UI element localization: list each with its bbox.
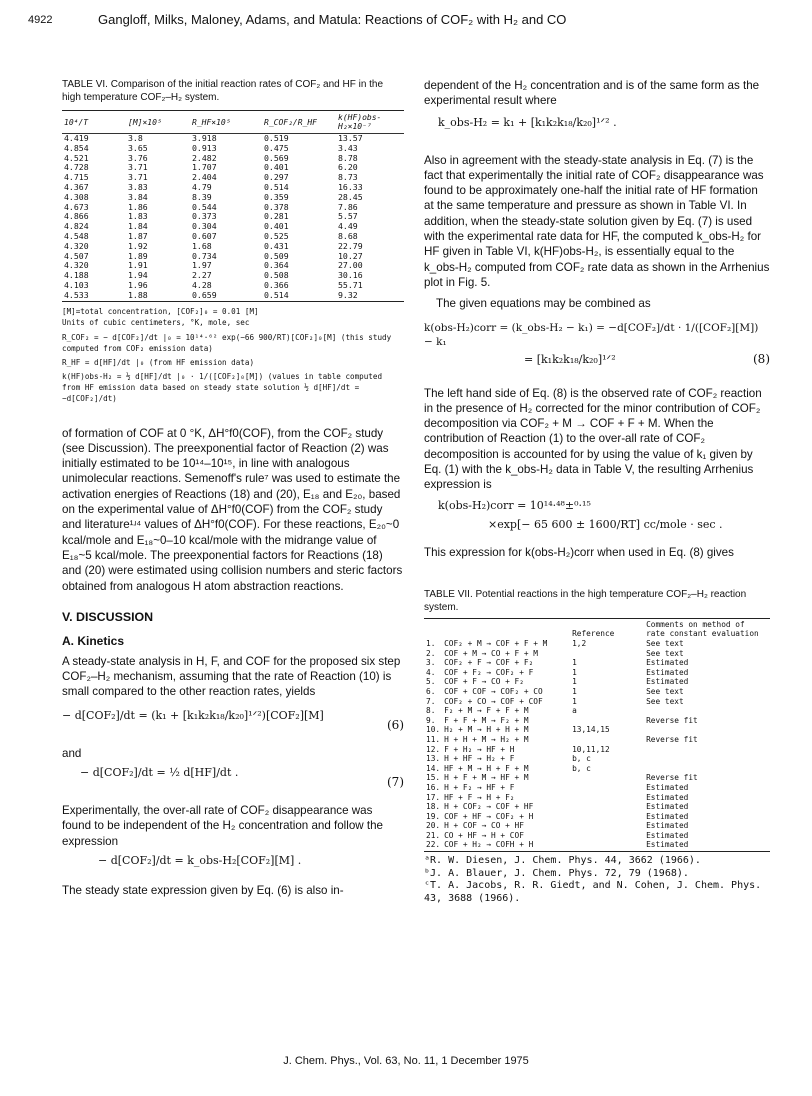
table-cell: 2.482 [192, 152, 217, 163]
table-cell: 15. [426, 773, 441, 783]
table-cell: 21. [426, 830, 441, 840]
table7-footnote: ᵇJ. A. Blauer, J. Chem. Phys. 72, 79 (1968). [424, 867, 689, 879]
table-cell: CO + HF → H + COF [444, 830, 524, 840]
table-cell: H + HF → H₂ + F [444, 754, 515, 764]
table-cell: 2.404 [192, 172, 217, 183]
table-cell: 16. [426, 782, 441, 792]
table-cell: F + H₂ → HF + H [444, 744, 515, 754]
equation-7-text: − d[COF₂]/dt = ½ d[HF]/dt . [80, 766, 239, 779]
table-cell: 1 [572, 667, 577, 677]
table-cell: 0.508 [264, 270, 289, 281]
table7 [424, 619, 770, 850]
table6-col-header: R_HF×10⁵ [190, 111, 262, 134]
table6-def-rcof2: R_COF₂ = − d[COF₂]/dt |₀ = 10¹⁴·⁶² exp(−66 900/RT)[COF₂]₀[M] (this study computed from COF₂ emission data) [62, 332, 392, 353]
table-cell: 1.83 [128, 211, 148, 222]
table-cell: 8.68 [338, 230, 358, 241]
table-row [424, 793, 770, 803]
equation-6-number: (6) [387, 717, 404, 732]
table-cell: 1.94 [128, 270, 148, 281]
table-cell [644, 754, 770, 764]
table-row [424, 658, 770, 668]
table-cell [570, 802, 644, 812]
page-footer: J. Chem. Phys., Vol. 63, No. 11, 1 December 1975 [283, 1055, 529, 1067]
table-cell: 4.79 [192, 181, 212, 192]
table-row [424, 764, 770, 774]
table-cell: 0.378 [264, 201, 289, 212]
table-cell [570, 716, 644, 726]
equation-obs [62, 853, 404, 883]
table-cell: 1.86 [128, 201, 148, 212]
table-cell: 4.103 [64, 279, 89, 290]
table-cell: Estimated [646, 792, 689, 802]
equation-obs-text: − d[COF₂]/dt = k_obs-H₂[COF₂][M] . [98, 853, 302, 867]
table7-block [424, 588, 770, 905]
table-cell: 0.359 [264, 191, 289, 202]
table6-col-header: 10⁴/T [62, 111, 126, 134]
table-cell: Estimated [646, 840, 689, 850]
table-row [424, 687, 770, 697]
table-cell: 0.569 [264, 152, 289, 163]
table7-header-row [424, 619, 770, 639]
table-cell: H + H + M → H₂ + M [444, 734, 529, 744]
table-cell: 1.96 [128, 279, 148, 290]
table-cell: 4.308 [64, 191, 89, 202]
table-cell: 4.49 [338, 221, 358, 232]
page-number: 4922 [28, 14, 53, 26]
table-cell: 1.97 [192, 260, 212, 271]
table-cell: 4.824 [64, 221, 89, 232]
table6-col-header: k(HF)obs-H₂×10⁻⁷ [336, 111, 404, 134]
table-cell: 1 [572, 677, 577, 687]
equation-arrhenius-line1: k(obs-H₂)corr = 10¹⁴·⁴⁸±⁰·¹⁵ [438, 498, 591, 512]
table-cell: 0.297 [264, 172, 289, 183]
table-cell: 14. [426, 763, 441, 773]
equation-8a-text: k(obs-H₂)corr = (k_obs-H₂ − k₁) = −d[COF₂]/dt · 1/([COF₂][M]) − k₁ [424, 321, 759, 348]
equation-6 [62, 708, 404, 746]
table-cell: 1.84 [128, 221, 148, 232]
table-cell: 3.43 [338, 142, 358, 153]
table-cell: 1,2 [572, 639, 587, 648]
table-cell: 11. [426, 734, 441, 744]
table-cell: 3.83 [128, 181, 148, 192]
table-cell: See text [646, 648, 684, 658]
table-cell: 19. [426, 811, 441, 821]
running-title: Gangloff, Milks, Maloney, Adams, and Matula: Reactions of COF₂ with H₂ and CO [98, 12, 567, 27]
table-cell: 16.33 [338, 181, 363, 192]
table-cell: 9. [426, 715, 436, 725]
table-cell: 0.281 [264, 211, 289, 222]
table-cell: 13.57 [338, 133, 363, 143]
table-row [424, 725, 770, 735]
table-cell: 7.86 [338, 201, 358, 212]
table6-col-header: R_COF₂/R_HF [262, 111, 336, 134]
table-cell: 10,11,12 [572, 744, 610, 754]
table7-col-comments: Comments on method of rate constant evaluation [646, 620, 759, 638]
table-cell: 4.533 [64, 289, 89, 300]
table-cell: 4. [426, 667, 436, 677]
table-cell: 8. [426, 706, 436, 716]
right-paragraph-5: This expression for k(obs-H₂)corr when used in Eq. (8) gives [424, 545, 734, 559]
table-cell: 4.521 [64, 152, 89, 163]
table-cell: 3.76 [128, 152, 148, 163]
table-cell: a [572, 706, 577, 716]
table-cell: H + F + M → HF + M [444, 773, 529, 783]
table-cell [570, 812, 644, 822]
table-cell: 20. [426, 821, 441, 831]
equation-arrhenius [424, 499, 770, 545]
table-cell: COF + H₂ → COFH + H [444, 840, 534, 850]
table-row [424, 773, 770, 783]
table-cell: Estimated [646, 658, 689, 668]
table-cell: 9.32 [338, 289, 358, 300]
table-cell [570, 793, 644, 803]
table-cell: 1 [572, 686, 577, 696]
table-cell: 2.27 [192, 270, 212, 281]
table-cell: 3.71 [128, 162, 148, 173]
table-cell: See text [646, 696, 684, 706]
equation-arrhenius-line2: ×exp[− 65 600 ± 1600/RT] cc/mole · sec . [488, 517, 723, 531]
table-row [424, 821, 770, 831]
right-paragraph-4: The left hand side of Eq. (8) is the observed rate of COF₂ reaction in the presence of H₂ corrected for the minor contribution of COF₂ decomposition via COF₂ + M → COF + F + M. When the contribution of Reaction (1) to the over-all rate of COF₂ decomposition is accounted for by using the value of k₁ given by Eq. (1) with the k_obs-H₂ data in Table V, the resulting Arrhenius expression is [424, 386, 762, 492]
table7-caption: TABLE VII. Potential reactions in the high temperature COF₂–H₂ reaction system. [424, 589, 747, 613]
table-cell: HF + F → H + F₂ [444, 792, 515, 802]
table-cell: COF + COF → COF₂ + CO [444, 686, 543, 696]
table-cell: 30.16 [338, 270, 363, 281]
table-cell: 0.525 [264, 230, 289, 241]
table-cell: 6. [426, 686, 436, 696]
table-row [424, 668, 770, 678]
table-cell: F₂ + M → F + F + M [444, 706, 529, 716]
and-text: and [62, 746, 82, 760]
left-paragraph-3: Experimentally, the over-all rate of COF₂ disappearance was found to be independent of the H₂ concentration and follow the expression [62, 804, 383, 848]
table-cell: 0.431 [264, 240, 289, 251]
table-cell: 5. [426, 677, 436, 687]
table6-note: Units of cubic centimeters, °K, mole, sec [62, 317, 250, 327]
table-cell: 0.366 [264, 279, 289, 290]
table-cell [570, 821, 644, 831]
table-cell: 22. [426, 840, 441, 850]
table-cell [570, 831, 644, 841]
table-cell: H + COF₂ → COF + HF [444, 802, 534, 812]
table-cell: 4.548 [64, 230, 89, 241]
table-cell: 3.65 [128, 142, 148, 153]
table-cell: 4.715 [64, 172, 89, 183]
table-cell: 0.544 [192, 201, 217, 212]
table-cell: Estimated [646, 677, 689, 687]
table-cell [570, 735, 644, 745]
table-cell: 0.659 [192, 289, 217, 300]
table-row [424, 735, 770, 745]
table-cell: 1.88 [128, 289, 148, 300]
table-cell: 1.68 [192, 240, 212, 251]
table-cell: H₂ + M → H + H + M [444, 725, 529, 735]
table-cell: 4.28 [192, 279, 212, 290]
table-row [424, 697, 770, 707]
table-cell: 0.401 [264, 162, 289, 173]
equation-8b [424, 352, 770, 386]
table-row [424, 677, 770, 687]
table6-def-rhf: R_HF = d[HF]/dt |₀ (from HF emission data) [62, 357, 255, 367]
table-cell: COF + HF → COF₂ + H [444, 811, 534, 821]
table-cell: 4.367 [64, 181, 89, 192]
right-column [424, 78, 770, 904]
page-header [0, 14, 812, 34]
equation-7-number: (7) [387, 775, 404, 789]
table-cell: 4.728 [64, 162, 89, 173]
table-cell: 4.320 [64, 240, 89, 251]
table-cell: COF + F₂ → COF₂ + F [444, 667, 534, 677]
table-cell: 12. [426, 744, 441, 754]
table-cell: COF₂ + M → COF + F + M [444, 639, 548, 648]
table-cell [644, 706, 770, 716]
table-cell: Estimated [646, 821, 689, 831]
table6-header-row [62, 111, 404, 134]
equation-kobs [424, 115, 770, 153]
table-cell: 3.84 [128, 191, 148, 202]
table7-col-reference: Reference [572, 629, 615, 638]
table-row [424, 754, 770, 764]
table-cell [644, 745, 770, 755]
table-cell: 13. [426, 754, 441, 764]
table-cell: 1.87 [128, 230, 148, 241]
table-cell: See text [646, 639, 684, 648]
table-row [424, 716, 770, 726]
table-cell: 4.507 [64, 250, 89, 261]
table-cell: 10. [426, 725, 441, 735]
table-cell [570, 840, 644, 850]
table-cell: 1.91 [128, 260, 148, 271]
right-paragraph-3: The given equations may be combined as [436, 297, 651, 311]
table-cell: 1.92 [128, 240, 148, 251]
table-cell: 8.39 [192, 191, 212, 202]
table-cell [644, 764, 770, 774]
table7-footnote: ᶜT. A. Jacobs, R. R. Giedt, and N. Cohen, J. Chem. Phys. 43, 3688 (1966). [424, 880, 762, 904]
table-cell: See text [646, 686, 684, 696]
table-row [424, 745, 770, 755]
table-cell: b, c [572, 754, 591, 764]
table-row [424, 840, 770, 850]
table-row [424, 831, 770, 841]
table-cell: 0.373 [192, 211, 217, 222]
table-cell: HF + M → H + F + M [444, 763, 529, 773]
table-cell: Estimated [646, 667, 689, 677]
table-cell: 18. [426, 802, 441, 812]
equation-8a [424, 320, 770, 352]
section-heading: V. DISCUSSION [62, 609, 154, 624]
table-cell: 0.475 [264, 142, 289, 153]
table-cell: 55.71 [338, 279, 363, 290]
table-cell: 7. [426, 696, 436, 706]
table-cell: 0.401 [264, 221, 289, 232]
table6-caption: TABLE VI. Comparison of the initial reaction rates of COF₂ and HF in the high temperature COF₂–H₂ system. [62, 79, 384, 103]
table-cell: Estimated [646, 802, 689, 812]
table-cell: 1. [426, 639, 436, 648]
table-row [424, 639, 770, 649]
table-cell: 0.364 [264, 260, 289, 271]
table6-note: [M]=total concentration, [COF₂]₀ = 0.01 [M] [62, 306, 259, 316]
table7-footnote: ᵃR. W. Diesen, J. Chem. Phys. 44, 3662 (1966). [424, 855, 701, 867]
subsection-heading: A. Kinetics [62, 633, 125, 648]
table6-def-k: k(HF)obs-H₂ = ½ d[HF]/dt |₀ · 1/([COF₂]₀[M]) (values in table computed from HF emission data based on steady state solution ½ d[HF]/dt = −d[COF₂]/dt) [62, 371, 383, 403]
table-cell: 4.320 [64, 260, 89, 271]
table-cell: 1 [572, 696, 577, 706]
table-cell [644, 725, 770, 735]
table-row [424, 783, 770, 793]
table-cell: COF₂ + F → COF + F₂ [444, 658, 534, 668]
table-cell: 0.509 [264, 250, 289, 261]
left-column [62, 78, 404, 898]
table-cell: Reverse fit [646, 734, 698, 744]
table-cell: H + F₂ → HF + F [444, 782, 515, 792]
table-row [424, 706, 770, 716]
table-cell: Estimated [646, 830, 689, 840]
table-cell: 4.866 [64, 211, 89, 222]
table-cell: Estimated [646, 782, 689, 792]
table-cell: 8.78 [338, 152, 358, 163]
table-cell: 0.607 [192, 230, 217, 241]
left-paragraph-1: of formation of COF at 0 °K, ΔH°f0(COF), from the COF₂ study (see Discussion). The preexponential factor of Reaction (2) was initially estimated to be 10¹⁴–10¹⁵, in line with analogous unimolecular reactions. Semenoff's rule⁷ was used to estimate the activation energies of Reactions (18) and (20), E₁₈ and E₂₀, based on the experimental value of ΔH°f0(COF) from the COF₂ study and literature¹ʴ⁴ values of ΔH°f0(COF). For these reactions, E₂₀~0 kcal/mole and E₁₈~0–10 kcal/mole with the midrange value of E₁₈~5 kcal/mole. The preexponential factors for Reactions (18) and (20) were estimated using collision numbers and steric factors obtained from analogous H atom abstraction reactions. [62, 426, 403, 593]
table-cell: b, c [572, 763, 591, 773]
table-cell: 5.57 [338, 211, 358, 222]
table-cell: 0.913 [192, 142, 217, 153]
table-cell: 0.519 [264, 133, 289, 143]
table-cell: 3.8 [128, 133, 143, 143]
table-cell [570, 783, 644, 793]
right-paragraph-2: Also in agreement with the steady-state analysis in Eq. (7) is the fact that experimentally the initial rate of COF₂ disappearance was found to be approximately one-half the initial rate of HF formation at the same temperature and pressure as shown in Table VI. In addition, when the steady-state solution given by Eq. (7) is used with the experimental rate data for HF, the computed k_obs-H₂ for HF given in Table VI, k(HF)obs-H₂, is essentially equal to the k_obs-H₂ computed from COF₂ rate data as shown in the Arrhenius plot in Fig. 5. [424, 153, 770, 289]
equation-8-number: (8) [753, 351, 770, 366]
table-cell: 0.304 [192, 221, 217, 232]
table-row [424, 649, 770, 659]
table-cell: Reverse fit [646, 715, 698, 725]
table-cell: 4.419 [64, 133, 89, 143]
equation-6-text: − d[COF₂]/dt = (k₁ + [k₁k₂k₁₈/k₂₀]¹ᐟ²)[COF₂][M] [62, 708, 324, 722]
table-cell: 2. [426, 648, 436, 658]
table-row [424, 812, 770, 822]
table6 [62, 111, 404, 301]
table-cell: 0.734 [192, 250, 217, 261]
table-row [62, 291, 404, 301]
table-cell: COF + F → CO + F₂ [444, 677, 524, 687]
table-cell: 17. [426, 792, 441, 802]
table-cell: Reverse fit [646, 773, 698, 783]
table-cell: 6.20 [338, 162, 358, 173]
table-cell: 3.71 [128, 172, 148, 183]
table-cell: 4.854 [64, 142, 89, 153]
table-row [424, 802, 770, 812]
right-paragraph-1: dependent of the H₂ concentration and is of the same form as the experimental result where [424, 79, 760, 108]
table-cell: 4.188 [64, 270, 89, 281]
table-cell: 28.45 [338, 191, 363, 202]
table-cell: 3. [426, 658, 436, 668]
table-cell: 13,14,15 [572, 725, 610, 735]
table-cell: 10.27 [338, 250, 363, 261]
equation-7 [62, 765, 404, 803]
table-cell: 1 [572, 658, 577, 668]
table6-col-header: [M]×10⁵ [126, 111, 190, 134]
left-paragraph-4: The steady state expression given by Eq. (6) is also in- [62, 883, 344, 897]
table-cell: 22.79 [338, 240, 363, 251]
table-cell [570, 773, 644, 783]
table-cell: 1.707 [192, 162, 217, 173]
left-paragraph-2: A steady-state analysis in H, F, and COF for the proposed six step COF₂–H₂ mechanism, assuming that the rate of Reaction (10) is small compared to the other reaction rates, yields [62, 654, 401, 699]
equation-kobs-text: k_obs-H₂ = k₁ + [k₁k₂k₁₈/k₂₀]¹ᐟ² . [438, 115, 617, 129]
table-cell: F + F + M → F₂ + M [444, 715, 529, 725]
table-cell: COF + M → CO + F + M [444, 648, 538, 658]
table-cell: 1.89 [128, 250, 148, 261]
table-cell [570, 649, 644, 659]
table-cell: 27.00 [338, 260, 363, 271]
table-cell: 3.918 [192, 133, 217, 143]
table-cell: Estimated [646, 811, 689, 821]
table-cell: 0.514 [264, 181, 289, 192]
table-cell: 8.73 [338, 172, 358, 183]
equation-8b-text: = [k₁k₂k₁₈/k₂₀]¹ᐟ² [524, 352, 616, 366]
table-cell: COF₂ + CO → COF + COF [444, 696, 543, 706]
table-cell: H + COF → CO + HF [444, 821, 524, 831]
table-cell: 4.673 [64, 201, 89, 212]
table-cell: 0.514 [264, 289, 289, 300]
